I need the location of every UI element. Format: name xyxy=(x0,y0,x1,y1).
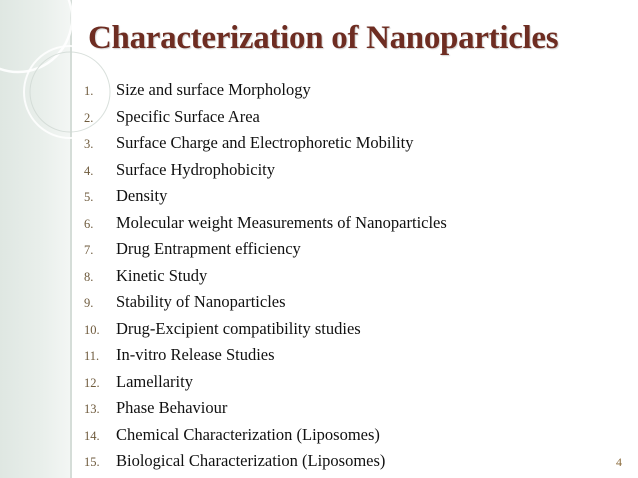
list-item-number: 2. xyxy=(84,110,94,125)
list-item-label: Molecular weight Measurements of Nanoparticles xyxy=(116,212,447,232)
list-item-label: Specific Surface Area xyxy=(116,106,260,126)
list-item xyxy=(84,133,447,160)
list-item-number: 1. xyxy=(84,84,94,98)
list-item xyxy=(84,266,447,293)
list-item-number: 13. xyxy=(84,402,100,416)
list-item-label: Chemical Characterization (Liposomes) xyxy=(116,424,380,444)
list-item-number: 14. xyxy=(84,428,100,443)
list-item xyxy=(84,372,447,399)
list-item-label: Surface Charge and Electrophoretic Mobility xyxy=(116,133,414,152)
list-item xyxy=(84,213,447,240)
list-item-label: In-vitro Release Studies xyxy=(116,345,275,364)
list-item-label: Lamellarity xyxy=(116,371,193,391)
slide-title: Characterization of Nanoparticles xyxy=(88,20,559,56)
list-item xyxy=(84,425,447,452)
page-number: 4 xyxy=(616,455,622,469)
list-item-number: 6. xyxy=(84,216,94,231)
list-item xyxy=(84,345,447,372)
list-item-number: 5. xyxy=(84,190,94,204)
list-item xyxy=(84,451,447,478)
list-item-label: Drug-Excipient compatibility studies xyxy=(116,318,361,338)
list-item-label: Phase Behaviour xyxy=(116,398,228,417)
characterization-list xyxy=(84,80,447,478)
list-item-label: Drug Entrapment efficiency xyxy=(116,239,301,258)
list-item-number: 3. xyxy=(84,137,94,151)
list-item xyxy=(84,80,447,107)
list-item xyxy=(84,107,447,134)
list-item-number: 10. xyxy=(84,322,100,337)
list-item xyxy=(84,319,447,346)
list-item-label: Biological Characterization (Liposomes) xyxy=(116,451,386,470)
list-item xyxy=(84,239,447,266)
list-item xyxy=(84,398,447,425)
list-item-label: Size and surface Morphology xyxy=(116,80,311,99)
list-item xyxy=(84,160,447,187)
list-item-number: 9. xyxy=(84,296,94,310)
list-item-number: 8. xyxy=(84,269,94,284)
list-item-number: 15. xyxy=(84,455,100,469)
list-item-label: Stability of Nanoparticles xyxy=(116,292,286,311)
list-item xyxy=(84,186,447,213)
list-item xyxy=(84,292,447,319)
list-item-label: Kinetic Study xyxy=(116,265,208,285)
list-item-number: 12. xyxy=(84,375,100,390)
list-item-number: 4. xyxy=(84,163,94,178)
list-item-label: Density xyxy=(116,186,168,205)
list-item-label: Surface Hydrophobicity xyxy=(116,159,275,179)
list-item-number: 11. xyxy=(84,349,100,363)
list-item-number: 7. xyxy=(84,243,94,257)
